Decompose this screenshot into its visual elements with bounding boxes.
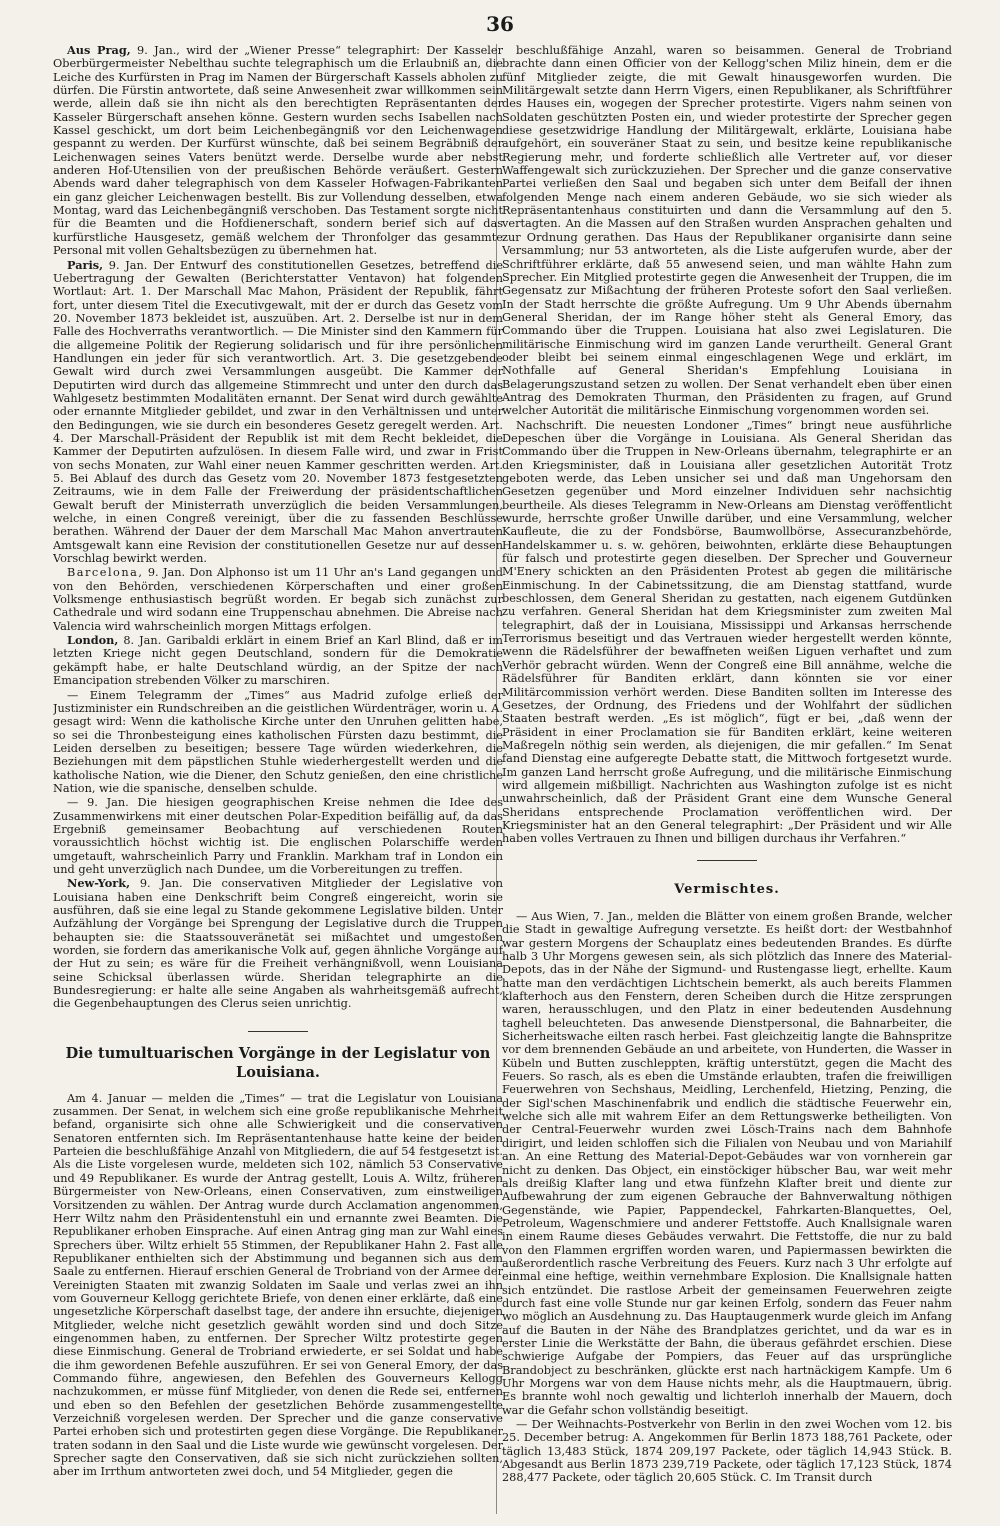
article-newyork-text: 9. Jan. Die conservativen Mitglieder der Legislative von Louisiana haben eine Denkschrift beim Congreß eingereicht, worin sie ausführen, daß sie eine legal zu Stande gekommene Legislative bilden. Unter Aufzählung der Vorgänge bei Sprengung der Legislative durch die Truppen behaupten sie: die Staatssouveränetät sei mißachtet und umgestoßen worden, sie fordern das amerikanische Volk auf, gegen ähnliche Vorgänge auf der Hut zu sein; es wäre für die Freiheit verhängnißvoll, wenn Louisiana seine Schicksal überlassen würde. Sheridan telegraphirte an die Bundesregierung: er halte alle seine Angaben als wahrheitsgemäß aufrecht, die Gegenbehauptungen des Clerus seien unrichtig. (53, 877, 503, 1011)
article-prag-text: 9. Jan., wird der „Wiener Presse“ telegraphirt: Der Kasseler Oberbürgermeister Nebelthau suchte telegraphisch um die Erlaubniß an, die Leiche des Kurfürsten in Prag im Namen der Bürgerschaft Kassels abholen zu dürfen. Die Fürstin antwortete, daß seine Anwesenheit zwar willkommen sein werde, allein daß sie ihn nicht als den berechtigten Repräsentanten der Kasseler Bürgerschaft ansehen könne. Gestern wurden sechs Isabellen nach Kassel geschickt, um dort beim Leichenbegängniß vor den Leichenwagen gespannt zu werden. Der Kurfürst wünschte, daß bei seinem Begräbniß der Leichenwagen seines Vaters benützt werde. Derselbe wurde aber nebst anderen Hof-Utensilien von der preußischen Behörde veräußert. Gestern Abends ward daher telegraphisch von dem Kasseler Hofwagen-Fabrikanten ein ganz gleicher Leichenwagen bestellt. Bis zur Vollendung desselben, etwa Montag, ward das Leichenbegängniß verschoben. Das Testament sorgte nicht für die Beamten und die Hofdienerschaft, sondern berief sich auf das kurfürstliche Hausgesetz, gemäß welchem der Thronfolger das gesammte Personal mit vollen Gehaltsbezügen zu übernehmen hat. (53, 44, 503, 258)
section-separator (697, 860, 757, 861)
article-prag (53, 44, 503, 258)
left-column (53, 44, 503, 1516)
dateline-barcelona: Barcelona, (67, 566, 144, 580)
article-paris-text: 9. Jan. Der Entwurf des constitutionellen Gesetzes, betreffend die Uebertragung der Gewalten (Berichterstatter Ventavon) hat folgenden Wortlaut: Art. 1. Der Marschall Mac Mahon, Präsident der Republik, fährt fort, unter diesem Titel die Executivgewalt, mit der er durch das Gesetz vom 20. November 1873 bekleidet ist, auszuüben. Art. 2. Derselbe ist nur in dem Falle des Hochverraths verantwortlich. — Die Minister sind den Kammern für die allgemeine Politik der Regierung solidarisch und für ihre persönlichen Handlungen ein jeder für sich verantwortlich. Art. 3. Die gesetzgebende Gewalt wird durch zwei Versammlungen ausgeübt. Die Kammer der Deputirten wird durch das allgemeine Stimmrecht und unter den durch das Wahlgesetz bestimmten Modalitäten ernannt. Der Senat wird durch gewählte oder ernannte Mitglieder gebildet, und zwar in den Verhältnissen und unter den Bedingungen, wie sie durch ein besonderes Gesetz geregelt werden. Art. 4. Der Marschall-Präsident der Republik ist mit dem Recht bekleidet, die Kammer der Deputirten aufzulösen. In diesem Falle wird, und zwar in Frist von sechs Monaten, zur Wahl einer neuen Kammer geschritten werden. Art. 5. Bei Ablauf des durch das Gesetz vom 20. November 1873 festgesetzten Zeitraums, wie in dem Falle der Freiwerdung der präsidentschaftlichen Gewalt beruft der Ministerrath unverzüglich die beiden Versammlungen, welche, in einen Congreß vereinigt, über die zu fassenden Beschlüsse berathen. Während der Dauer der dem Marschall Mac Mahon anvertrauten Amtsgewalt kann eine Revision der constitutionellen Gesetze nur auf dessen Vorschlag bewirkt werden. (53, 258, 503, 566)
article-madrid: — Einem Telegramm der „Times“ aus Madrid zufolge erließ der Justizminister ein Rundschreiben an die geistlichen Würdenträger, worin u. A. gesagt wird: Wenn die katholische Kirche unter den Unruhen gelitten habe, so sei die Thronbesteigung eines katholischen Fürsten dazu bestimmt, die Leiden derselben zu beseitigen; bessere Tage würden wiederkehren, die Beziehungen mit dem päpstlichen Stuhle wiederhergestellt werden und die katholische Nation, wie die Diener, den Schutz genießen, den eine christliche Nation, wie die spanische, denselben schulde. (53, 688, 503, 795)
dateline-newyork: New-York, (67, 876, 131, 891)
dateline-prag: Aus Prag, (67, 44, 131, 57)
article-heading-louisiana: Die tumultuarischen Vorgänge in der Legislatur von Louisiana. (65, 1044, 491, 1081)
article-london (53, 634, 503, 687)
section-separator (248, 1031, 308, 1032)
article-wien-brand: — Aus Wien, 7. Jan., melden die Blätter von einem großen Brande, welcher die Stadt in gewaltige Aufregung versetzte. Es heißt dort: der Westbahnhof war gestern Morgens der Schauplatz eines bedeutenden Brandes. Es dürfte halb 3 Uhr Morgens gewesen sein, als sich plötzlich das Innere des Material-Depots, das in der Nähe der Sigmund- und Rustengasse liegt, erhellte. Kaum hatte man den verdächtigen Lichtschein bemerkt, als auch bereits Flammen klafterhoch aus den Fenstern, deren Scheiben durch die Hitze zersprungen waren, herausschlugen, und den Platz in einer bedeutenden Ausdehnung taghell beleuchteten. Das anwesende Dienstpersonal, die Bahnarbeiter, die Sicherheitswache eilten rasch herbei. Fast gleichzeitig langte die Bahnspritze vor dem brennenden Gebäude an und arbeitete, von Hunderten, die Wasser in Kübeln und Butten zuschleppten, kräftig unterstützt, gegen die Macht des Feuers. So rasch, als es eben die Umstände erlaubten, trafen die freiwilligen Feuerwehren von Sechshaus, Meidling, Lerchenfeld, Hietzing, Penzing, die der Sigl'schen Maschinenfabrik und endlich die städtische Feuerwehr ein, welche sich alle mit wahrem Eifer an dem Rettungswerke betheiligten. Von der Central-Feuerwehr wurden zwei Lösch-Trains nach dem Bahnhofe dirigirt, und leiden schloffen sich die Filialen von Neubau und von Mariahilf an. An eine Rettung des Material-Depot-Gebäudes war von vornherein gar nicht zu denken. Das Object, ein einstöckiger hübscher Bau, war weit mehr als dreißig Klafter lang und etwa fünfzehn Klafter breit und diente zur Aufbewahrung der zum eigenen Gebrauche der Bahnverwaltung nöthigen Gegenstände, wie Papier, Pappendeckel, Fahrkarten-Blanquettes, Oel, Petroleum, Wagenschmiere und anderer Fettstoffe. Auch Knallsignale waren in einem Raume dieses Gebäudes verwahrt. Die Fettstoffe, die nur zu bald von den Flammen ergriffen worden waren, und Papiermassen bewirkten die außerordentlich rasche Verbreitung des Feuers. Kurz nach 3 Uhr erfolgte auf einmal eine heftige, weithin vernehmbare Explosion. Die Knallsignale hatten sich entzündet. Die rastlose Arbeit der gemeinsamen Feuerwehren zeigte durch fast eine volle Stunde nur gar keinen Erfolg, sondern das Feuer nahm wo möglich an Ausdehnung zu. Das Hauptaugenmerk wurde gleich im Anfang auf die Bauten in der Nähe des Brandplatzes gerichtet, und da war es in erster Linie die Werkstätte der Bahn, die überaus gefährdet erschien. Diese schwierige Aufgabe der Pompiers, das Feuer auf das ursprüngliche Brandobject zu beschränken, glückte erst nach hartnäckigem Kampfe. Um 6 Uhr Morgens war von dem Hause nichts mehr, als die Hauptmauern, übrig. Es brannte wohl noch gewaltig und lichterloh innerhalb der Mauern, doch war die Gefahr schon vollständig beseitigt. (502, 909, 952, 1417)
dateline-london: London, (67, 633, 119, 648)
article-weihnachtspost: — Der Weihnachts-Postverkehr von Berlin in den zwei Wochen vom 12. bis 25. December betrug: A. Angekommen für Berlin 1873 188,761 Packete, oder täglich 13,483 Stück, 1874 209,197 Packete, oder täglich 14,943 Stück. B. Abgesandt aus Berlin 1873 239,719 Packete, oder täglich 17,123 Stück, 1874 288,477 Packete, oder täglich 20,605 Stück. C. Im Transit durch (502, 1418, 952, 1485)
article-louisiana: Am 4. Januar — melden die „Times“ — trat die Legislatur von Louisiana zusammen. Der Senat, in welchem sich eine große republikanische Mehrheit befand, organisirte sich ohne alle Schwierigkeit und die conservativen Senatoren entfernten sich. Im Repräsentantenhause hatte keine der beiden Parteien die beschlußfähige Anzahl von Mitgliedern, die auf 54 festgesetzt ist. Als die Liste vorgelesen wurde, meldeten sich 102, nämlich 53 Conservative und 49 Republikaner. Es wurde der Antrag gestellt, Louis A. Wiltz, früheren Bürgermeister von New-Orleans, einen Conservativen, zum einstweiligen Vorsitzenden zu wählen. Der Antrag wurde durch Acclamation angenommen, Herr Wiltz nahm den Präsidentenstuhl ein und ernannte zwei Beamten. Die Republikaner erhoben Einsprache. Auf einen Antrag ging man zur Wahl eines Sprechers über. Wiltz erhielt 55 Stimmen, der Republikaner Hahn 2. Fast alle Republikaner enthielten sich der Abstimmung und begannen sich aus dem Saale zu entfernen. Hierauf erschien General de Trobriand von der Armee der Vereinigten Staaten mit zwanzig Soldaten im Saale und verlas zwei an ihn vom Gouverneur Kellogg gerichtete Briefe, von denen einer erklärte, daß eine ungesetzliche Körperschaft daselbst tage, der andere ihn ersuchte, diejenigen Mitglieder, welche nicht gesetzlich gewählt worden sind und doch Sitze eingenommen haben, zu entfernen. Der Sprecher Wiltz protestirte gegen diese Einmischung. General de Trobriand erwiederte, er sei Soldat und habe die ihm gewordenen Befehle auszuführen. Er sei von General Emory, der das Commando führe, angewiesen, den Befehlen des Gouverneurs Kellogg nachzukommen, er müsse fünf Mitglieder, von denen die Rede sei, entfernen und eben so den Befehlen der gesetzlichen Behörde zusammengestellte Verzeichniß vorgelesen werden. Der Sprecher und die ganze conservative Partei erhoben sich und protestirten gegen diese Vorgänge. Die Republikaner traten sodann in den Saal und die Liste wurde wie gewünscht vorgelesen. Der Sprecher sagte den Conservativen, daß sie sich nicht zurückziehen sollten, aber im Irrthum antworteten zwei doch, und 54 Mitglieder, gegen die (53, 1091, 503, 1479)
article-london-text: 8. Jan. Garibaldi erklärt in einem Brief an Karl Blind, daß er im letzten Kriege nicht gegen Deutschland, sondern für die Demokratie gekämpft habe, er halte Deutschland würdig, an der Spitze der nach Emancipation strebenden Völker zu marschiren. (53, 634, 503, 688)
article-polar: — 9. Jan. Die hiesigen geographischen Kreise nehmen die Idee des Zusammenwirkens mit einer deutschen Polar-Expedition beifällig auf, da das Ergebniß gemeinsamer Beobachtung auf verschiedenen Routen voraussichtlich höchst wichtig ist. Die englischen Polarschiffe werden umgetauft, wahrscheinlich Parry und Franklin. Markham traf in London ein und geht unverzüglich nach Dundee, um die Vorbereitungen zu treffen. (53, 796, 503, 876)
article-nachschrift: Nachschrift. Die neuesten Londoner „Times“ bringt neue ausführliche Depeschen über die Vorgänge in Louisiana. Als General Sheridan das Commando über die Truppen in New-Orleans übernahm, telegraphirte er an den Kriegsminister, daß in Louisiana aller gesetzlichen Autorität Trotz geboten werde, das Leben unsicher sei und daß man Ungehorsam den Gesetzen gegenüber und Mord einzelner Individuen sehr nachsichtig beurtheile. Als dieses Telegramm in New-Orleans am Dienstag veröffentlicht wurde, herrschte großer Unwille darüber, und eine Versammlung, welcher Kaufleute, die zu der Fondsbörse, Baumwollbörse, Assecuranzbehörde, Handelskammer u. s. w. gehören, beiwohnten, erklärte diese Behauptungen für falsch und protestirte gegen dieselben. Der Sprecher und Gouverneur M'Enery schickten an den Präsidenten Protest ab gegen die militärische Einmischung. In der Cabinetssitzung, die am Dienstag stattfand, wurde beschlossen, dem General Sheridan zu gestatten, nach eigenem Gutdünken zu verfahren. General Sheridan hat dem Kriegsminister zum zweiten Mal telegraphirt, daß der in Louisiana, Mississippi und Arkansas herrschende Terrorismus beseitigt und das Vertrauen wieder hergestellt werden könnte, wenn die Rädelsführer der bewaffneten weißen Liguen verhaftet und zum Verhör gebracht würden. Wenn der Congreß eine Bill annähme, welche die Rädelsführer für Banditen erklärt, dann könnten sie vor einer Militärcommission verhört werden. Diese Banditen sollten im Interesse des Gesetzes, der Ordnung, des Friedens und der Wohlfahrt der südlichen Staaten bestraft werden. „Es ist möglich“, fügt er bei, „daß wenn der Präsident in einer Proclamation sie für Banditen erklärt, keine weiteren Maßregeln nöthig sein werden, als diejenigen, die mir gefallen.“ Im Senat fand Dienstag eine aufgeregte Debatte statt, die Mittwoch fortgesetzt wurde. Im ganzen Land herrscht große Aufregung, und die militärische Einmischung wird allgemein mißbilligt. Nachrichten aus Washington zufolge ist es nicht unwahrscheinlich, daß der Präsident Grant eine dem Wunsche General Sheridans entsprechende Proclamation veröffentlichen wird. Der Kriegsminister hat an den General telegraphirt: „Der Präsident und wir Alle haben volles Vertrauen zu Ihnen und billigen durchaus ihr Verfahren.“ (502, 418, 952, 846)
article-newyork (53, 877, 503, 1010)
section-heading-vermischtes: Vermischtes. (674, 881, 780, 897)
article-barcelona (53, 566, 503, 633)
article-louisiana-continued: beschlußfähige Anzahl, waren so beisammen. General de Trobriand brachte dann einen Officier von der Kellogg'schen Miliz hinein, dem er die fünf Mitglieder zeigte, die mit Gewalt hinausgeworfen wurden. Die Militärgewalt setzte dann Herrn Vigers, einen Republikaner, als Schriftführer des Hauses ein, wogegen der Sprecher protestirte. Vigers nahm seinen von Soldaten geschützten Posten ein, und wieder protestirte der Sprecher gegen diese gesetzwidrige Handlung der Militärgewalt, erklärte, Louisiana habe aufgehört, ein souveräner Staat zu sein, und besitze keine republikanische Regierung mehr, und forderte schließlich alle Vertreter auf, vor dieser Waffengewalt sich zurückzuziehen. Der Sprecher und die ganze conservative Partei verließen den Saal und begaben sich unter dem Beifall der ihnen folgenden Menge nach einem anderen Gebäude, wo sie sich wieder als Repräsentantenhaus constituirten und dann die Versammlung auf den 5. vertagten. An die Massen auf den Straßen wurden Ansprachen gehalten und zur Ordnung gerathen. Das Haus der Republikaner organisirte dann seine Versammlung; nur 53 antworteten, als die Liste aufgerufen wurde, aber der Schriftführer erklärte, daß 55 anwesend seien, und man wählte Hahn zum Sprecher. Ein Mitglied protestirte gegen die Anwesenheit der Truppen, die im Gegensatz zur Mißachtung der früheren Proteste sofort den Saal verließen. In der Stadt herrschte die größte Aufregung. Um 9 Uhr Abends übernahm General Sheridan, der im Range höher steht als General Emory, das Commando über die Truppen. Louisiana hat also zwei Legislaturen. Die militärische Einmischung wird im ganzen Lande verurtheilt. General Grant oder bleibt bei seinem einmal eingeschlagenen Wege und erklärt, im Nothfalle auf General Sheridan's Empfehlung Louisiana in Belagerungszustand setzen zu wollen. Der Senat verhandelt eben über einen Antrag des Demokraten Thurman, den Präsidenten zu fragen, auf Grund welcher Autorität die militärische Einmischung vorgenommen worden sei. (502, 44, 952, 418)
article-barcelona-text: 9. Jan. Don Alphonso ist um 11 Uhr an's Land gegangen und von den Behörden, verschiedenen Körperschaften und einer großen Volksmenge enthusiastisch begrüßt worden. Er begab sich zunächst zur Cathedrale und wird sodann eine Truppenschau abnehmen. Die Abreise nach Valencia wird wahrscheinlich morgen Mittags erfolgen. (53, 566, 503, 633)
page-number: 36 (486, 12, 514, 36)
right-column (502, 44, 952, 1514)
dateline-paris: Paris, (67, 257, 104, 272)
article-paris (53, 259, 503, 566)
